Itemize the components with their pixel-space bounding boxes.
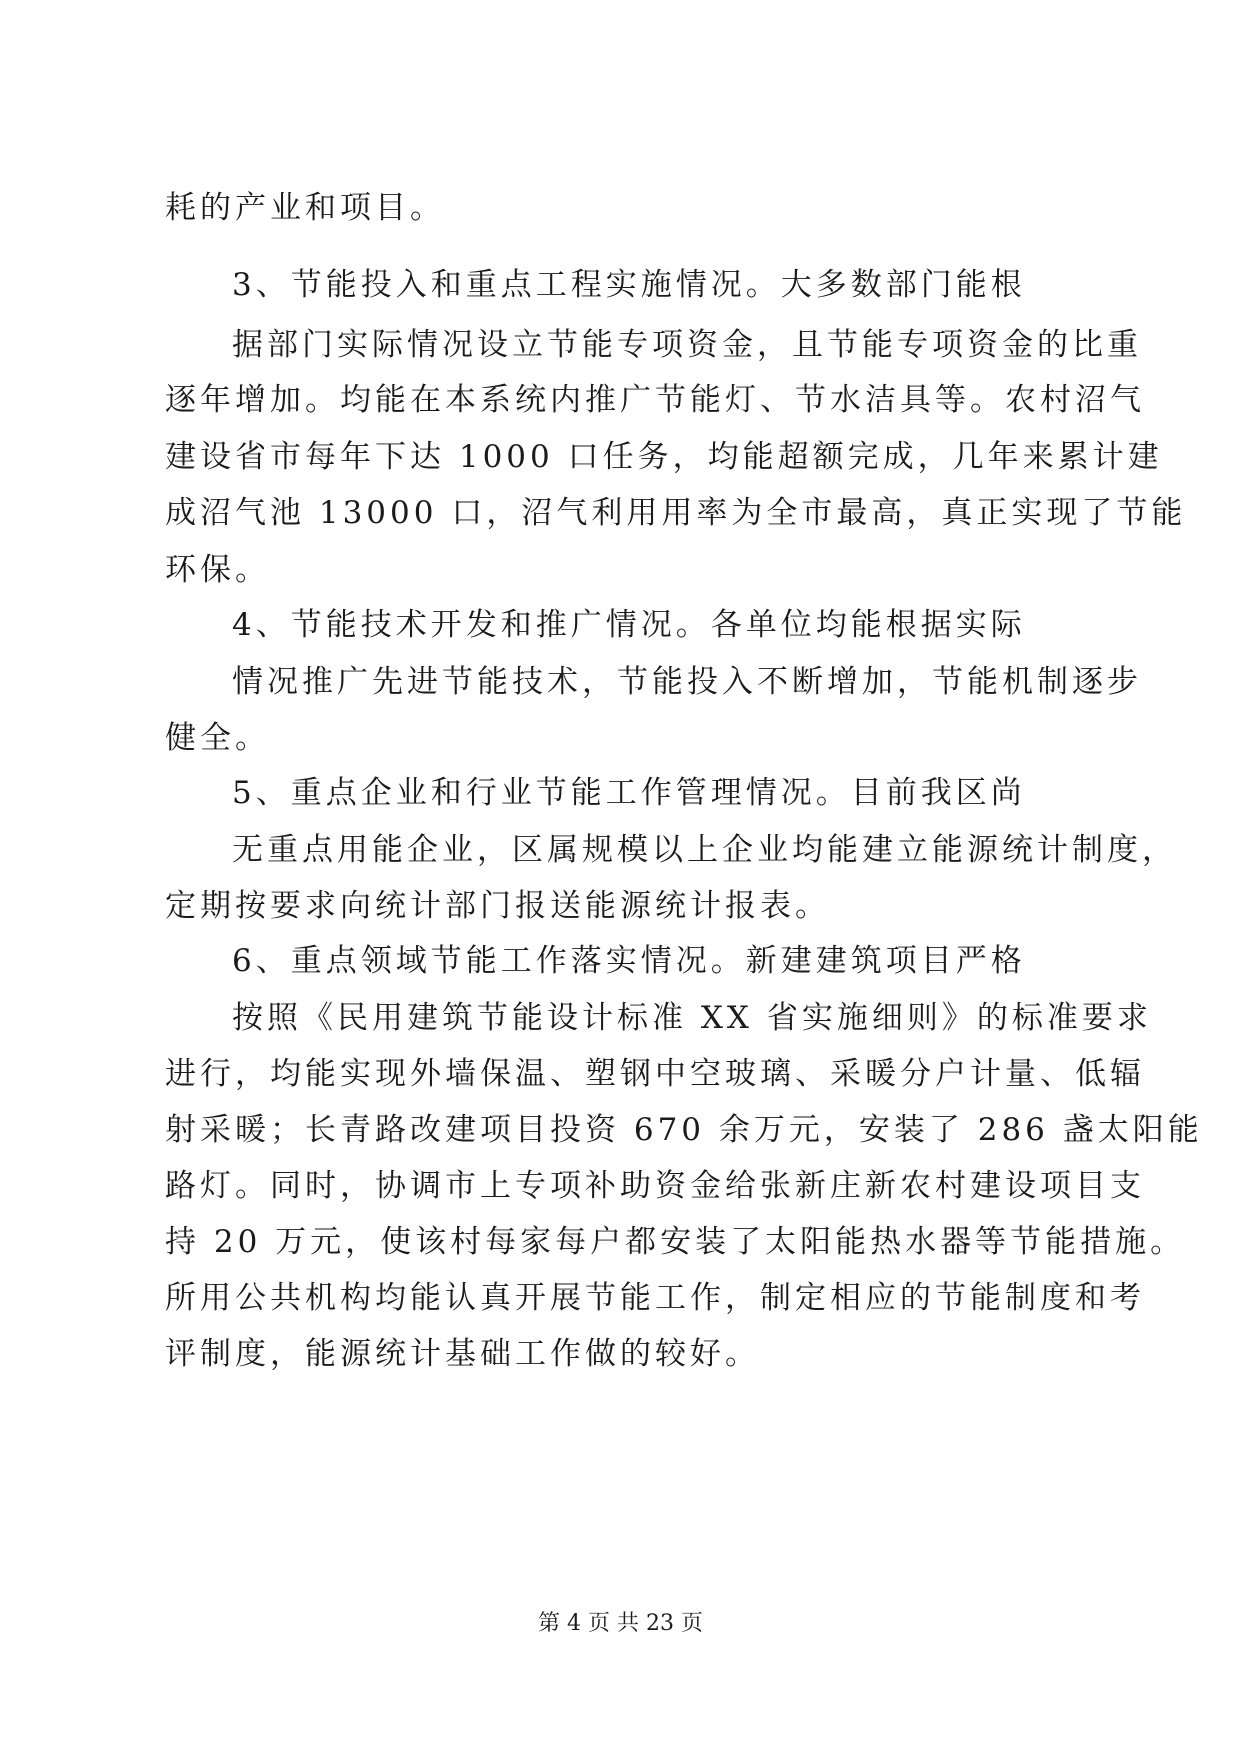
body-text-line: 逐年增加。均能在本系统内推广节能灯、节水洁具等。农村沼气 bbox=[165, 382, 1145, 418]
body-text-line: 建设省市每年下达 1000 口任务，均能超额完成，几年来累计建 bbox=[165, 439, 1163, 475]
section-heading-line: 5、重点企业和行业节能工作管理情况。目前我区尚 bbox=[232, 775, 1026, 811]
body-text-line: 无重点用能企业，区属规模以上企业均能建立能源统计制度， bbox=[232, 832, 1177, 868]
body-text-line: 情况推广先进节能技术，节能投入不断增加，节能机制逐步 bbox=[232, 664, 1142, 700]
section-heading-line: 6、重点领域节能工作落实情况。新建建筑项目严格 bbox=[232, 943, 1026, 979]
body-text-line: 定期按要求向统计部门报送能源统计报表。 bbox=[165, 888, 830, 924]
body-text-line: 环保。 bbox=[165, 552, 270, 588]
body-text-line: 持 20 万元，使该村每家每户都安装了太阳能热水器等节能措施。 bbox=[165, 1224, 1186, 1260]
body-text-line: 评制度，能源统计基础工作做的较好。 bbox=[165, 1336, 760, 1372]
body-text-line: 所用公共机构均能认真开展节能工作，制定相应的节能制度和考 bbox=[165, 1280, 1145, 1316]
body-text-line: 健全。 bbox=[165, 720, 270, 756]
body-text-line: 成沼气池 13000 口，沼气利用用率为全市最高，真正实现了节能 bbox=[165, 495, 1187, 531]
body-text-line: 按照《民用建筑节能设计标准 XX 省实施细则》的标准要求 bbox=[232, 1000, 1152, 1036]
section-heading-line: 4、节能技术开发和推广情况。各单位均能根据实际 bbox=[232, 607, 1026, 643]
page-number-footer: 第 4 页 共 23 页 bbox=[538, 1611, 703, 1636]
section-heading-line: 3、节能投入和重点工程实施情况。大多数部门能根 bbox=[232, 267, 1026, 303]
body-text-line: 进行，均能实现外墙保温、塑钢中空玻璃、采暖分户计量、低辐 bbox=[165, 1056, 1145, 1092]
body-text-line: 耗的产业和项目。 bbox=[165, 190, 445, 226]
body-text-line: 射采暖；长青路改建项目投资 670 余万元，安装了 286 盏太阳能 bbox=[165, 1112, 1203, 1148]
body-text-line: 路灯。同时，协调市上专项补助资金给张新庄新农村建设项目支 bbox=[165, 1168, 1145, 1204]
body-text-line: 据部门实际情况设立节能专项资金，且节能专项资金的比重 bbox=[232, 327, 1142, 363]
